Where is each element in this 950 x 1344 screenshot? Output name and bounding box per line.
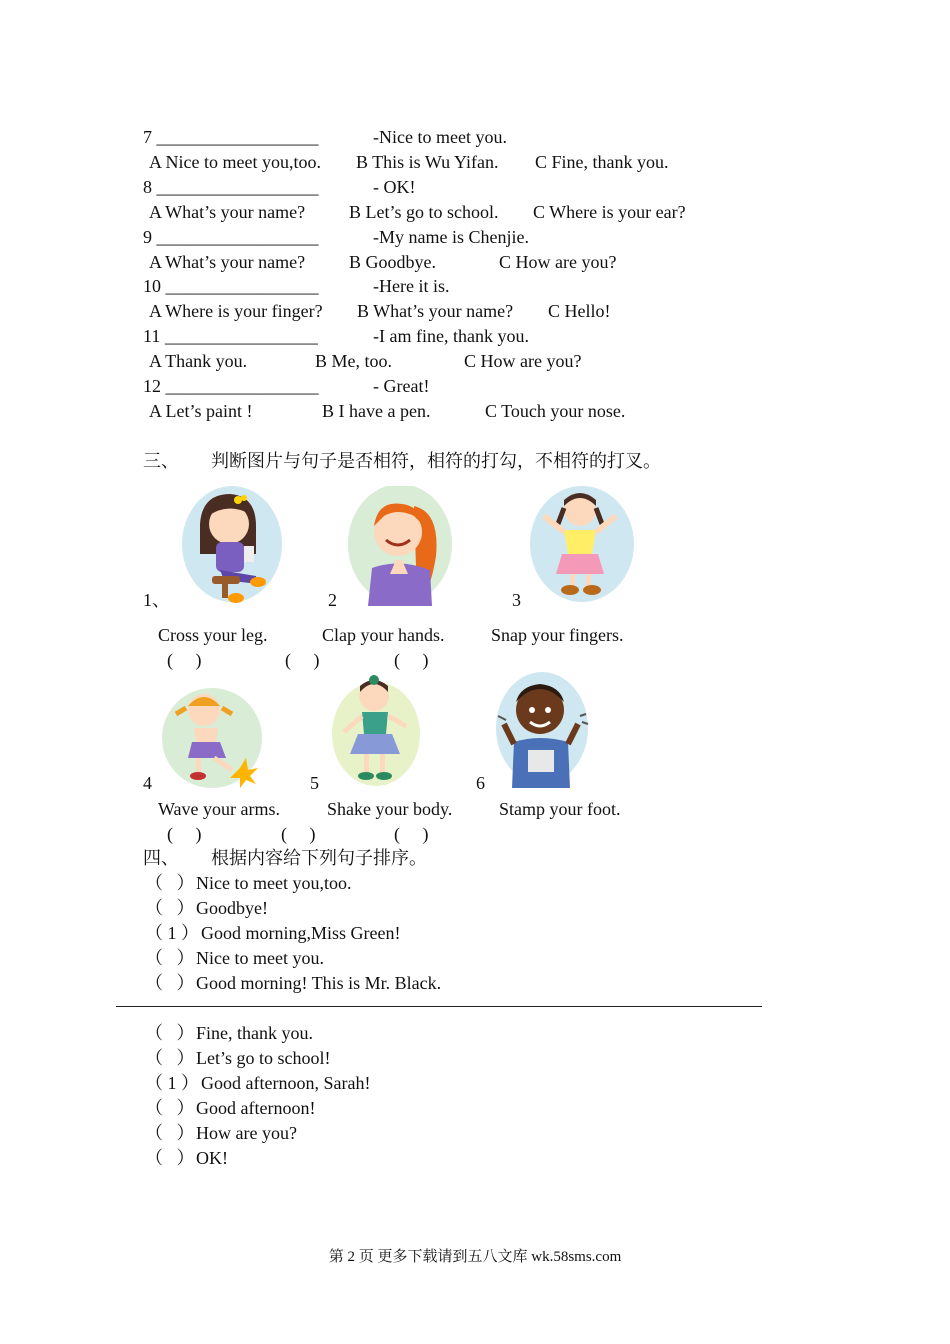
order-mark[interactable]: （ ） <box>145 1048 195 1068</box>
question-8-blank: 8 __________________ <box>143 177 319 197</box>
caption-6: Stamp your foot. <box>499 799 621 819</box>
question-7-option-a: A Nice to meet you,too. <box>149 152 321 172</box>
order-sentence: Nice to meet you,too. <box>196 873 352 893</box>
cartoon-girl-dance-icon <box>326 672 424 790</box>
question-9-reply: -My name is Chenjie. <box>373 227 529 247</box>
page-footer: 第 2 页 更多下载请到五八文库 wk.58sms.com <box>328 1249 622 1265</box>
question-10-reply: -Here it is. <box>373 276 450 296</box>
answer-blank-4[interactable]: ( ) <box>167 824 202 844</box>
divider-line <box>116 1006 762 1007</box>
question-12-reply: - Great! <box>373 376 430 396</box>
answer-blank-3[interactable]: ( ) <box>394 650 429 670</box>
order-mark[interactable]: （ ） <box>145 1098 195 1118</box>
order-sentence: Good afternoon, Sarah! <box>201 1073 371 1093</box>
question-11-reply: -I am fine, thank you. <box>373 326 529 346</box>
question-10-option-c: C Hello! <box>548 301 611 321</box>
question-7-blank: 7 __________________ <box>143 127 319 147</box>
question-8-reply: - OK! <box>373 177 416 197</box>
section4-heading: 根据内容给下列句子排序。 <box>211 848 427 868</box>
question-8-option-c: C Where is your ear? <box>533 202 686 222</box>
order-sentence: How are you? <box>196 1123 297 1143</box>
order-mark[interactable]: （ ） <box>145 1023 195 1043</box>
picture-number-3: 3 <box>512 590 521 610</box>
cartoon-boy-snap-icon <box>494 670 592 788</box>
section3-number: 三、 <box>143 451 179 471</box>
section3-heading: 判断图片与句子是否相符，相符的打勾，不相符的打叉。 <box>211 451 661 471</box>
section4-number: 四、 <box>143 848 179 868</box>
caption-5: Shake your body. <box>327 799 453 819</box>
answer-blank-1[interactable]: ( ) <box>167 650 202 670</box>
order-mark[interactable]: （ ） <box>145 948 195 968</box>
order-sentence: Let’s go to school! <box>196 1048 331 1068</box>
question-11-option-c: C How are you? <box>464 351 582 371</box>
cartoon-girl-snap-icon <box>520 484 644 606</box>
question-9-option-b: B Goodbye. <box>349 252 436 272</box>
caption-4: Wave your arms. <box>158 799 281 819</box>
question-11-blank: 11 _________________ <box>143 326 318 346</box>
order-sentence: Good morning! This is Mr. Black. <box>196 973 442 993</box>
caption-3: Snap your fingers. <box>491 625 624 645</box>
order-sentence: Goodbye! <box>196 898 268 918</box>
question-9-option-a: A What’s your name? <box>149 252 306 272</box>
picture-number-2: 2 <box>328 590 337 610</box>
cartoon-girl-stamp-icon <box>158 684 268 790</box>
question-12-blank: 12 _________________ <box>143 376 319 396</box>
question-8-option-b: B Let’s go to school. <box>349 202 499 222</box>
question-10-option-b: B What’s your name? <box>357 301 514 321</box>
order-mark[interactable]: （ 1 ） <box>145 1073 199 1093</box>
order-mark[interactable]: （ ） <box>145 1148 195 1168</box>
question-7-reply: -Nice to meet you. <box>373 127 507 147</box>
order-sentence: Nice to meet you. <box>196 948 324 968</box>
answer-blank-2[interactable]: ( ) <box>285 650 320 670</box>
order-mark[interactable]: （ ） <box>145 873 195 893</box>
cartoon-girl-clap-icon <box>344 486 456 606</box>
order-mark[interactable]: （ ） <box>145 973 195 993</box>
order-mark[interactable]: （ 1 ） <box>145 923 199 943</box>
cartoon-girl-cross-leg-icon <box>172 484 296 606</box>
order-sentence: Good morning,Miss Green! <box>201 923 401 943</box>
picture-number-1: 1、 <box>143 590 170 610</box>
order-sentence: Fine, thank you. <box>196 1023 313 1043</box>
question-10-option-a: A Where is your finger? <box>149 301 323 321</box>
caption-1: Cross your leg. <box>158 625 268 645</box>
answer-blank-6[interactable]: ( ) <box>394 824 429 844</box>
question-12-option-a: A Let’s paint ! <box>149 401 253 421</box>
order-mark[interactable]: （ ） <box>145 898 195 918</box>
answer-blank-5[interactable]: ( ) <box>281 824 316 844</box>
picture-number-5: 5 <box>310 773 319 793</box>
order-sentence: Good afternoon! <box>196 1098 316 1118</box>
picture-number-4: 4 <box>143 773 152 793</box>
question-12-option-b: B I have a pen. <box>322 401 431 421</box>
question-11-option-b: B Me, too. <box>315 351 393 371</box>
question-11-option-a: A Thank you. <box>149 351 248 371</box>
question-12-option-c: C Touch your nose. <box>485 401 626 421</box>
picture-number-6: 6 <box>476 773 485 793</box>
question-7-option-b: B This is Wu Yifan. <box>356 152 499 172</box>
question-10-blank: 10 _________________ <box>143 276 319 296</box>
question-9-blank: 9 __________________ <box>143 227 319 247</box>
question-8-option-a: A What’s your name? <box>149 202 306 222</box>
order-sentence: OK! <box>196 1148 228 1168</box>
question-9-option-c: C How are you? <box>499 252 617 272</box>
caption-2: Clap your hands. <box>322 625 445 645</box>
order-mark[interactable]: （ ） <box>145 1123 195 1143</box>
question-7-option-c: C Fine, thank you. <box>535 152 669 172</box>
